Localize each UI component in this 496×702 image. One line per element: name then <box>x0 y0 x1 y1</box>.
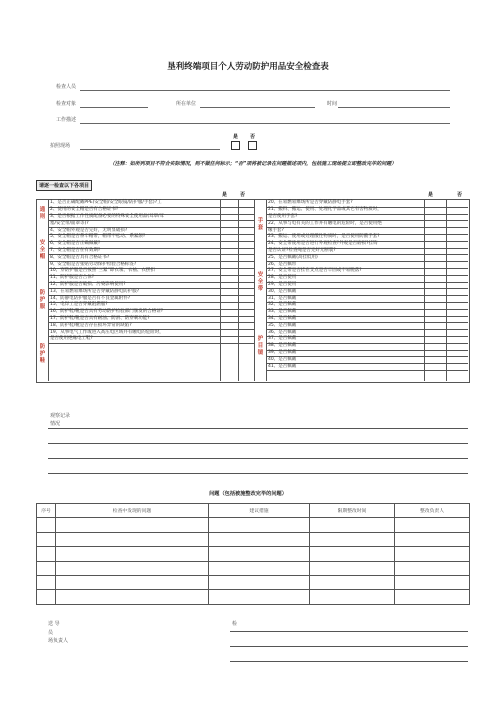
unit-label: 所在单位 <box>176 101 197 107</box>
work-desc-label: 工作描述 <box>56 117 77 123</box>
checklist-row-divider <box>266 356 468 357</box>
checklist-item: 40、是否佩戴 <box>268 356 297 362</box>
center-divider <box>254 199 255 381</box>
checklist-item: 是否使用绝缘电工鞋? <box>50 336 93 342</box>
group-label-general: 通则 <box>39 207 46 220</box>
checklist-item: 18、防护鞋/靴是否存在损坏异常的缺陷? <box>50 322 132 328</box>
checklist-row-divider <box>48 343 254 344</box>
checklist-item: 6、安全帽是否正确佩戴? <box>50 241 101 247</box>
checklist-row-divider <box>266 282 468 283</box>
checklist-item: 41、是否佩戴 <box>268 363 297 369</box>
checklist-item: 12、防护服是否破损、污染影响使用? <box>50 282 126 287</box>
table-row[interactable] <box>37 518 470 532</box>
signature-line-1[interactable] <box>230 631 468 632</box>
issues-header-no: 序号 <box>37 504 56 518</box>
checklist-item: 22、从事与电有关的工作并有触电的危险时，是否使用绝 <box>268 220 382 226</box>
checklist-item: 13、在易燃易爆场所是否穿戴防静电防护服? <box>50 288 140 294</box>
checklist-row-divider <box>266 309 468 310</box>
scene-no-checkbox[interactable] <box>248 141 257 150</box>
checklist-item: 29、是否使用 <box>268 282 297 287</box>
issues-header-owner: 整改负责人 <box>395 504 470 518</box>
site-owner-label: 场负责人 <box>48 638 69 644</box>
group-label-protective-clothing: 防护服 <box>39 290 46 310</box>
observation-label: 观察记录 <box>50 413 71 419</box>
checklist-item: 35、是否佩戴 <box>268 322 297 328</box>
situation-label: 情况 <box>50 421 61 427</box>
table-row[interactable] <box>37 561 470 575</box>
table-row[interactable] <box>37 575 470 589</box>
table-row[interactable] <box>37 532 470 546</box>
checklist-item: 24、安全带使用是否进行外观检查?外观是否磨损?挂钩 <box>268 241 378 247</box>
checklist-row-divider <box>266 295 468 296</box>
checklist-item: 16、防护鞋/靴是否具有劳动防护检验部门颁发的合格证? <box>50 309 164 315</box>
page-title: 垦利终端项目个人劳动防护用品安全检查表 <box>167 62 329 72</box>
checklist-item: 20、在易燃易爆场所是否穿戴防静电手套? <box>268 200 353 206</box>
checklist-item: 37、是否佩戴 <box>268 336 297 342</box>
time-field[interactable] <box>338 107 450 108</box>
checklist-row-divider <box>266 275 468 276</box>
observation-line-1[interactable] <box>48 428 468 429</box>
checklist-row-divider <box>266 227 468 228</box>
checklist-row-divider <box>266 322 468 323</box>
checklist-item: 8、安全帽是否具有合格证书? <box>50 254 110 260</box>
col-yes-right: 是 <box>428 192 434 198</box>
checklist-item: 17、防护鞋/靴是否具有耐油、防滑、防穿刺功能? <box>50 316 150 321</box>
checklist-item: 21、搬料、搬运、使用、处理化学品或其它有害物质时， <box>268 207 382 213</box>
checklist-item: 26、是否佩带 <box>268 261 297 267</box>
checklist-row-divider <box>266 329 468 330</box>
checklist-item: 14、防静电防护服是否有不良金属附件? <box>50 295 131 301</box>
checklist-item: 2、使用的安全帽是否有合格证书? <box>50 207 119 213</box>
scene-yes-checkbox[interactable] <box>231 141 240 150</box>
observation-line-4[interactable] <box>48 473 468 474</box>
target-label: 检查对象 <box>56 101 77 107</box>
observation-line-3[interactable] <box>48 458 468 459</box>
group-label-protective-shoes: 防护鞋 <box>39 344 46 364</box>
issues-title: 问题（包括被施整改完毕的问题） <box>209 491 287 497</box>
table-row[interactable] <box>37 590 470 604</box>
checklist-item: 39、是否佩戴 <box>268 350 297 355</box>
unit-field[interactable] <box>200 107 315 108</box>
checklist-row-divider <box>266 363 468 364</box>
checklist-row-divider <box>266 302 468 303</box>
checklist-item: 15、电焊工是否穿戴阻燃服? <box>50 302 108 308</box>
signature-line-3[interactable] <box>230 661 468 662</box>
leader-label: 送 导 <box>48 621 60 627</box>
work-desc-field[interactable] <box>80 123 450 124</box>
checklist-item: 33、是否佩戴 <box>268 309 297 315</box>
col-no-left: 否 <box>240 192 246 198</box>
inspector-label: 检查人员 <box>56 84 77 90</box>
checklist-item: 27、安全带是否挂在支点是否牢固或不易脱落? <box>268 268 362 274</box>
group-label-helmet: 安全帽 <box>39 240 46 260</box>
target-field[interactable] <box>80 107 148 108</box>
observation-line-2[interactable] <box>48 443 468 444</box>
issues-header-problem: 检查中发现的问题 <box>56 504 209 518</box>
issues-table <box>36 503 470 605</box>
checklist-item: 1、是否正确配戴PPE(安全帽/安全眼镜/防护服/手套)?工 <box>50 200 162 206</box>
checklist-item: 3、是否根据工作性质配备必要的特殊安全使用品(耳罩/耳 <box>50 214 165 219</box>
checklist-row-divider <box>266 288 468 289</box>
group-label-safety-belt: 安全带 <box>257 272 264 292</box>
checklist-item: 30、是否佩戴 <box>268 288 297 294</box>
checklist-item: 25、是否佩戴(高挂低用) <box>268 254 318 260</box>
group-label-goggles: 护目镜 <box>257 336 264 356</box>
checklist-item: 7、安全帽是否在有效期? <box>50 248 101 253</box>
checklist-item: 19、从事电气工作或进入高压电区域并有触电的危险时， <box>50 329 164 335</box>
issues-header-measure: 建议措施 <box>209 504 310 518</box>
checklist-item: 23、搬运、使用或处理酸性物质时，是否使用防酸手套? <box>268 234 380 240</box>
checklist-item: 5、安全帽是否系牢帽带，帽带不松动、系紧颌? <box>50 234 146 240</box>
checklist-item: 11、防护服是否合体? <box>50 275 95 281</box>
scene-field[interactable] <box>80 149 220 150</box>
section-header: 请逐一检查以下各项目 <box>36 180 92 191</box>
checklist-item: 缘手套? <box>268 227 284 233</box>
no-label: 否 <box>250 134 256 140</box>
time-label: 时间 <box>327 101 338 107</box>
checklist-row-divider <box>266 261 468 262</box>
checklist-row-divider <box>266 370 468 371</box>
checklist-item: 10、穿防护服是否按照“三紧”即衣领、衣袖、衣摆扣 <box>50 268 155 274</box>
inspector-field[interactable] <box>80 90 450 91</box>
issues-header-row <box>37 504 470 518</box>
col-yes-left: 是 <box>222 192 228 198</box>
issues-header-deadline: 限期整改时间 <box>310 504 395 518</box>
checklist-item: 4、安全帽外观是否完好，无明显破损? <box>50 227 128 233</box>
checklist-item: 31、是否佩戴 <box>268 295 297 301</box>
checklist-item: 是否使用手套? <box>268 214 298 219</box>
checklist-row-divider <box>266 350 468 351</box>
leader-label-2: 员 <box>48 630 54 636</box>
check-label: 检 <box>232 621 238 627</box>
checklist-item: 28、是否使用 <box>268 275 297 281</box>
checklist-item: 32、是否佩戴 <box>268 302 297 308</box>
checklist-row-divider <box>266 343 468 344</box>
table-row[interactable] <box>37 547 470 561</box>
checklist-item: 塞/安全带/面罩等)? <box>50 220 89 226</box>
checklist-item: 38、是否佩戴 <box>268 343 297 349</box>
checklist-item: 9、安全帽是否张贴劳动保护检验合格标签? <box>50 261 137 267</box>
group-label-gloves: 手套 <box>257 218 264 231</box>
checklist-item: 是否认证?检查绳是否完好无断裂? <box>268 248 336 253</box>
checklist-row-divider <box>266 336 468 337</box>
scene-label: 拍照现场 <box>50 143 71 149</box>
yes-label: 是 <box>233 134 239 140</box>
signature-line-2[interactable] <box>230 646 468 647</box>
checklist-item: 34、是否佩戴 <box>268 316 297 321</box>
checklist-row-divider <box>266 316 468 317</box>
checklist-item: 36、是否佩戴 <box>268 329 297 335</box>
note-text: （注释：如所列项目不符合实际情况，则不做任何标示；“否”项将被记录在问题描述项内，包括施工现场提立即整改完毕的问题） <box>109 161 397 167</box>
col-no-right: 否 <box>457 192 463 198</box>
